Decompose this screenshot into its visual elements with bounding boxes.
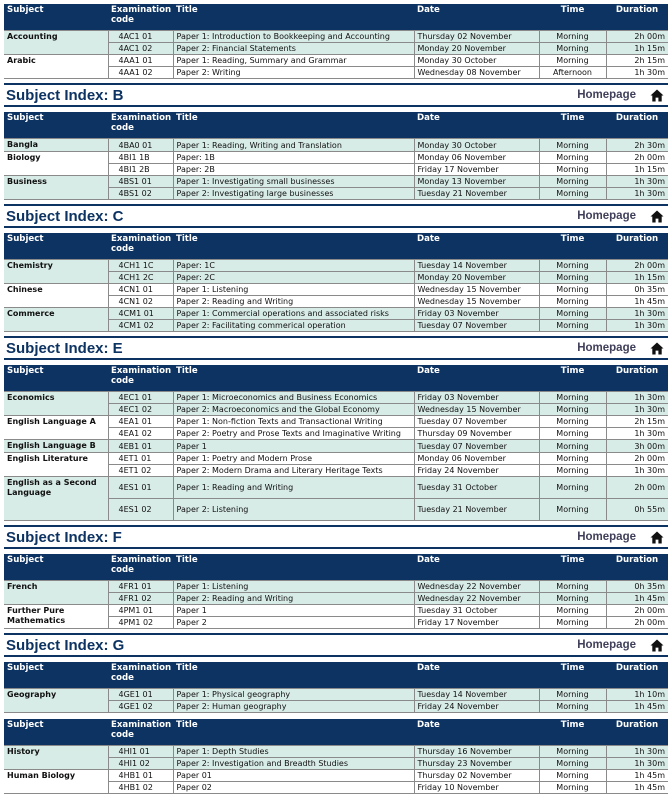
col-header-time: Time <box>539 554 606 581</box>
col-header-subject: Subject <box>4 719 108 746</box>
table-row <box>4 260 668 272</box>
exam-code: 4EB1 01 <box>108 440 173 453</box>
paper-title: Paper 2: Modern Drama and Literary Heritage Texts <box>173 465 414 477</box>
exam-code: 4PM1 02 <box>108 617 173 629</box>
exam-duration: 1h 30m <box>606 320 668 332</box>
col-header-date: Date <box>414 719 539 746</box>
table-row <box>4 746 668 758</box>
paper-title: Paper 2: Listening <box>173 499 414 521</box>
paper-title: Paper 2 <box>173 617 414 629</box>
exam-session: Morning <box>539 689 606 701</box>
subject-index-header-f <box>4 525 668 549</box>
paper-title: Paper 2: Financial Statements <box>173 43 414 55</box>
timetable-page <box>4 4 668 794</box>
col-header-code: Examination code <box>108 233 173 260</box>
subject-name: Further Pure Mathematics <box>4 605 108 629</box>
paper-title: Paper: 1C <box>173 260 414 272</box>
exam-date: Tuesday 07 November <box>414 440 539 453</box>
home-icon[interactable] <box>650 531 664 544</box>
exam-date: Friday 24 November <box>414 465 539 477</box>
home-icon[interactable] <box>650 89 664 102</box>
col-header-code: Examination code <box>108 4 173 31</box>
paper-title: Paper 1: Introduction to Bookkeeping and Accounting <box>173 31 414 43</box>
exam-date: Tuesday 07 November <box>414 416 539 428</box>
exam-date: Monday 20 November <box>414 272 539 284</box>
paper-title: Paper: 2B <box>173 164 414 176</box>
subject-name: Commerce <box>4 308 108 332</box>
table-header-row <box>4 365 668 392</box>
col-header-time: Time <box>539 233 606 260</box>
paper-title: Paper 2: Investigating large businesses <box>173 188 414 200</box>
paper-title: Paper 1: Reading and Writing <box>173 477 414 499</box>
exam-code: 4ES1 01 <box>108 477 173 499</box>
exam-table <box>4 112 668 200</box>
paper-title: Paper 2: Writing <box>173 67 414 79</box>
paper-title: Paper 1 <box>173 440 414 453</box>
exam-duration: 2h 15m <box>606 55 668 67</box>
exam-session: Morning <box>539 176 606 188</box>
homepage-nav <box>577 342 668 355</box>
subject-name: Bangla <box>4 139 108 152</box>
exam-duration: 1h 30m <box>606 428 668 440</box>
exam-table <box>4 233 668 332</box>
homepage-nav <box>577 210 668 223</box>
exam-duration: 1h 15m <box>606 164 668 176</box>
exam-duration: 1h 45m <box>606 782 668 794</box>
col-header-duration: Duration <box>606 112 668 139</box>
exam-date: Monday 06 November <box>414 152 539 164</box>
subject-name: Human Biology <box>4 770 108 794</box>
paper-title: Paper 01 <box>173 770 414 782</box>
col-header-subject: Subject <box>4 662 108 689</box>
paper-title: Paper 02 <box>173 782 414 794</box>
col-header-duration: Duration <box>606 233 668 260</box>
col-header-date: Date <box>414 4 539 31</box>
exam-code: 4FR1 02 <box>108 593 173 605</box>
col-header-title: Title <box>173 662 414 689</box>
exam-session: Morning <box>539 499 606 521</box>
subject-name: Economics <box>4 392 108 416</box>
exam-date: Tuesday 21 November <box>414 499 539 521</box>
paper-title: Paper 1: Reading, Writing and Translation <box>173 139 414 152</box>
col-header-title: Title <box>173 4 414 31</box>
col-header-date: Date <box>414 233 539 260</box>
exam-session: Morning <box>539 139 606 152</box>
exam-code: 4CN1 02 <box>108 296 173 308</box>
exam-date: Friday 10 November <box>414 782 539 794</box>
homepage-link[interactable]: Homepage <box>577 89 636 101</box>
col-header-code: Examination code <box>108 365 173 392</box>
exam-duration: 1h 15m <box>606 43 668 55</box>
exam-code: 4AC1 01 <box>108 31 173 43</box>
exam-code: 4ET1 02 <box>108 465 173 477</box>
exam-date: Wednesday 08 November <box>414 67 539 79</box>
paper-title: Paper: 1B <box>173 152 414 164</box>
table-header-row <box>4 719 668 746</box>
exam-session: Morning <box>539 746 606 758</box>
subject-name: Arabic <box>4 55 108 79</box>
table-header-row <box>4 233 668 260</box>
exam-code: 4FR1 01 <box>108 581 173 593</box>
exam-code: 4ES1 02 <box>108 499 173 521</box>
home-icon[interactable] <box>650 210 664 223</box>
table-row <box>4 477 668 499</box>
exam-date: Monday 30 October <box>414 139 539 152</box>
exam-date: Thursday 23 November <box>414 758 539 770</box>
col-header-date: Date <box>414 554 539 581</box>
exam-session: Morning <box>539 593 606 605</box>
col-header-title: Title <box>173 719 414 746</box>
subject-index-title: Subject Index: G <box>6 636 125 654</box>
col-header-date: Date <box>414 112 539 139</box>
subject-name: French <box>4 581 108 605</box>
col-header-subject: Subject <box>4 112 108 139</box>
exam-date: Wednesday 22 November <box>414 581 539 593</box>
exam-date: Tuesday 14 November <box>414 689 539 701</box>
paper-title: Paper 2: Human geography <box>173 701 414 713</box>
col-header-code: Examination code <box>108 554 173 581</box>
table-header-row <box>4 554 668 581</box>
exam-duration: 1h 45m <box>606 593 668 605</box>
col-header-time: Time <box>539 719 606 746</box>
col-header-duration: Duration <box>606 365 668 392</box>
home-icon[interactable] <box>650 639 664 652</box>
exam-code: 4BI1 2B <box>108 164 173 176</box>
subject-name: English Language A <box>4 416 108 440</box>
exam-table <box>4 4 668 79</box>
exam-date: Friday 17 November <box>414 164 539 176</box>
paper-title: Paper 1: Listening <box>173 284 414 296</box>
exam-duration: 2h 00m <box>606 260 668 272</box>
exam-date: Wednesday 22 November <box>414 593 539 605</box>
subject-index-header-e <box>4 336 668 360</box>
exam-duration: 1h 30m <box>606 392 668 404</box>
exam-code: 4BS1 01 <box>108 176 173 188</box>
exam-code: 4HI1 01 <box>108 746 173 758</box>
exam-duration: 2h 00m <box>606 152 668 164</box>
col-header-time: Time <box>539 365 606 392</box>
exam-duration: 2h 30m <box>606 139 668 152</box>
exam-session: Morning <box>539 43 606 55</box>
exam-code: 4GE1 01 <box>108 689 173 701</box>
exam-date: Tuesday 14 November <box>414 260 539 272</box>
exam-duration: 1h 30m <box>606 404 668 416</box>
exam-table <box>4 719 668 794</box>
col-header-time: Time <box>539 662 606 689</box>
table-row <box>4 308 668 320</box>
table-row <box>4 31 668 43</box>
subject-name: Geography <box>4 689 108 713</box>
exam-code: 4CM1 01 <box>108 308 173 320</box>
paper-title: Paper 1: Commercial operations and associated risks <box>173 308 414 320</box>
subject-name: Chinese <box>4 284 108 308</box>
exam-duration: 1h 30m <box>606 758 668 770</box>
exam-session: Morning <box>539 284 606 296</box>
exam-session: Morning <box>539 404 606 416</box>
homepage-link[interactable]: Homepage <box>577 639 636 651</box>
col-header-code: Examination code <box>108 719 173 746</box>
exam-code: 4EC1 02 <box>108 404 173 416</box>
exam-code: 4AC1 02 <box>108 43 173 55</box>
table-row <box>4 176 668 188</box>
exam-session: Morning <box>539 164 606 176</box>
table-header-row <box>4 112 668 139</box>
col-header-duration: Duration <box>606 719 668 746</box>
paper-title: Paper 2: Facilitating commerical operation <box>173 320 414 332</box>
exam-date: Friday 03 November <box>414 308 539 320</box>
exam-session: Morning <box>539 782 606 794</box>
exam-date: Monday 13 November <box>414 176 539 188</box>
col-header-time: Time <box>539 4 606 31</box>
exam-duration: 1h 10m <box>606 689 668 701</box>
exam-session: Morning <box>539 31 606 43</box>
exam-code: 4CH1 1C <box>108 260 173 272</box>
table-row <box>4 152 668 164</box>
exam-duration: 1h 30m <box>606 176 668 188</box>
exam-session: Morning <box>539 770 606 782</box>
table-row <box>4 605 668 617</box>
exam-date: Wednesday 15 November <box>414 404 539 416</box>
exam-duration: 1h 30m <box>606 465 668 477</box>
subject-index-header-b <box>4 83 668 107</box>
paper-title: Paper 2: Macroeconomics and the Global Economy <box>173 404 414 416</box>
exam-code: 4PM1 01 <box>108 605 173 617</box>
exam-date: Tuesday 07 November <box>414 320 539 332</box>
homepage-link[interactable]: Homepage <box>577 531 636 543</box>
subject-index-title: Subject Index: E <box>6 339 123 357</box>
exam-code: 4BA0 01 <box>108 139 173 152</box>
subject-name: English Language B <box>4 440 108 453</box>
exam-date: Friday 24 November <box>414 701 539 713</box>
col-header-title: Title <box>173 554 414 581</box>
subject-name: English as a Second Language <box>4 477 108 521</box>
exam-code: 4AA1 02 <box>108 67 173 79</box>
col-header-title: Title <box>173 233 414 260</box>
exam-duration: 1h 30m <box>606 188 668 200</box>
exam-code: 4CH1 2C <box>108 272 173 284</box>
homepage-nav <box>577 639 668 652</box>
exam-duration: 0h 35m <box>606 581 668 593</box>
exam-code: 4AA1 01 <box>108 55 173 67</box>
exam-session: Morning <box>539 392 606 404</box>
subject-name: Business <box>4 176 108 200</box>
col-header-duration: Duration <box>606 554 668 581</box>
section-a <box>4 4 668 79</box>
exam-date: Tuesday 21 November <box>414 188 539 200</box>
exam-date: Thursday 16 November <box>414 746 539 758</box>
exam-session: Morning <box>539 152 606 164</box>
exam-code: 4GE1 02 <box>108 701 173 713</box>
exam-duration: 1h 30m <box>606 67 668 79</box>
table-row <box>4 453 668 465</box>
exam-duration: 1h 45m <box>606 770 668 782</box>
exam-session: Morning <box>539 465 606 477</box>
exam-date: Friday 17 November <box>414 617 539 629</box>
subject-index-title: Subject Index: B <box>6 86 124 104</box>
table-header-row <box>4 4 668 31</box>
exam-code: 4BI1 1B <box>108 152 173 164</box>
col-header-code: Examination code <box>108 662 173 689</box>
table-row <box>4 392 668 404</box>
exam-code: 4CN1 01 <box>108 284 173 296</box>
col-header-subject: Subject <box>4 233 108 260</box>
paper-title: Paper 1: Investigating small businesses <box>173 176 414 188</box>
exam-code: 4BS1 02 <box>108 188 173 200</box>
exam-session: Morning <box>539 477 606 499</box>
subject-name: Accounting <box>4 31 108 55</box>
exam-session: Morning <box>539 272 606 284</box>
col-header-date: Date <box>414 365 539 392</box>
exam-table <box>4 662 668 713</box>
paper-title: Paper 1: Depth Studies <box>173 746 414 758</box>
homepage-nav <box>577 89 668 102</box>
exam-session: Morning <box>539 416 606 428</box>
exam-date: Monday 06 November <box>414 453 539 465</box>
exam-code: 4EC1 01 <box>108 392 173 404</box>
homepage-nav <box>577 531 668 544</box>
exam-duration: 1h 15m <box>606 272 668 284</box>
homepage-link[interactable]: Homepage <box>577 342 636 354</box>
subject-name: History <box>4 746 108 770</box>
exam-duration: 1h 30m <box>606 746 668 758</box>
subject-index-title: Subject Index: C <box>6 207 124 225</box>
exam-session: Morning <box>539 188 606 200</box>
exam-duration: 3h 00m <box>606 440 668 453</box>
paper-title: Paper 1: Non-fiction Texts and Transactional Writing <box>173 416 414 428</box>
exam-date: Wednesday 15 November <box>414 284 539 296</box>
exam-date: Friday 03 November <box>414 392 539 404</box>
exam-date: Thursday 02 November <box>414 770 539 782</box>
paper-title: Paper 1 <box>173 605 414 617</box>
col-header-duration: Duration <box>606 4 668 31</box>
exam-date: Tuesday 31 October <box>414 477 539 499</box>
exam-table <box>4 554 668 629</box>
exam-session: Morning <box>539 55 606 67</box>
exam-duration: 1h 45m <box>606 701 668 713</box>
table-row <box>4 770 668 782</box>
col-header-subject: Subject <box>4 4 108 31</box>
exam-date: Thursday 02 November <box>414 31 539 43</box>
exam-code: 4EA1 01 <box>108 416 173 428</box>
exam-duration: 1h 45m <box>606 296 668 308</box>
exam-date: Monday 30 October <box>414 55 539 67</box>
paper-title: Paper 2: Reading and Writing <box>173 296 414 308</box>
table-row <box>4 139 668 152</box>
paper-title: Paper 1: Microeconomics and Business Economics <box>173 392 414 404</box>
exam-date: Tuesday 31 October <box>414 605 539 617</box>
exam-duration: 2h 00m <box>606 605 668 617</box>
exam-duration: 0h 35m <box>606 284 668 296</box>
exam-session: Morning <box>539 320 606 332</box>
col-header-duration: Duration <box>606 662 668 689</box>
col-header-subject: Subject <box>4 365 108 392</box>
exam-session: Morning <box>539 296 606 308</box>
exam-session: Morning <box>539 428 606 440</box>
exam-duration: 2h 00m <box>606 477 668 499</box>
col-header-date: Date <box>414 662 539 689</box>
exam-session: Morning <box>539 605 606 617</box>
subject-name: Biology <box>4 152 108 176</box>
col-header-time: Time <box>539 112 606 139</box>
exam-date: Wednesday 15 November <box>414 296 539 308</box>
exam-session: Morning <box>539 260 606 272</box>
exam-code: 4HB1 01 <box>108 770 173 782</box>
paper-title: Paper 1: Reading, Summary and Grammar <box>173 55 414 67</box>
subject-index-header-c <box>4 204 668 228</box>
table-row <box>4 416 668 428</box>
exam-session: Morning <box>539 453 606 465</box>
exam-session: Morning <box>539 308 606 320</box>
subject-name: Chemistry <box>4 260 108 284</box>
homepage-link[interactable]: Homepage <box>577 210 636 222</box>
exam-duration: 2h 00m <box>606 453 668 465</box>
col-header-title: Title <box>173 112 414 139</box>
exam-table <box>4 365 668 521</box>
paper-title: Paper 1: Poetry and Modern Prose <box>173 453 414 465</box>
subject-name: English Literature <box>4 453 108 477</box>
paper-title: Paper 2: Poetry and Prose Texts and Imaginative Writing <box>173 428 414 440</box>
exam-duration: 1h 30m <box>606 308 668 320</box>
exam-session: Morning <box>539 581 606 593</box>
subject-index-header-g <box>4 633 668 657</box>
table-header-row <box>4 662 668 689</box>
col-header-code: Examination code <box>108 112 173 139</box>
exam-duration: 2h 00m <box>606 31 668 43</box>
table-row <box>4 440 668 453</box>
paper-title: Paper: 2C <box>173 272 414 284</box>
exam-duration: 2h 00m <box>606 617 668 629</box>
table-row <box>4 581 668 593</box>
home-icon[interactable] <box>650 342 664 355</box>
col-header-subject: Subject <box>4 554 108 581</box>
exam-date: Thursday 09 November <box>414 428 539 440</box>
col-header-title: Title <box>173 365 414 392</box>
exam-code: 4ET1 01 <box>108 453 173 465</box>
paper-title: Paper 1: Listening <box>173 581 414 593</box>
paper-title: Paper 2: Investigation and Breadth Studies <box>173 758 414 770</box>
exam-code: 4HB1 02 <box>108 782 173 794</box>
table-row <box>4 55 668 67</box>
exam-session: Morning <box>539 758 606 770</box>
exam-code: 4EA1 02 <box>108 428 173 440</box>
exam-session: Morning <box>539 617 606 629</box>
exam-code: 4HI1 02 <box>108 758 173 770</box>
exam-session: Morning <box>539 701 606 713</box>
exam-duration: 2h 15m <box>606 416 668 428</box>
table-row <box>4 284 668 296</box>
exam-code: 4CM1 02 <box>108 320 173 332</box>
paper-title: Paper 1: Physical geography <box>173 689 414 701</box>
paper-title: Paper 2: Reading and Writing <box>173 593 414 605</box>
subject-index-title: Subject Index: F <box>6 528 122 546</box>
table-row <box>4 689 668 701</box>
exam-duration: 0h 55m <box>606 499 668 521</box>
exam-date: Monday 20 November <box>414 43 539 55</box>
exam-session: Afternoon <box>539 67 606 79</box>
exam-session: Morning <box>539 440 606 453</box>
